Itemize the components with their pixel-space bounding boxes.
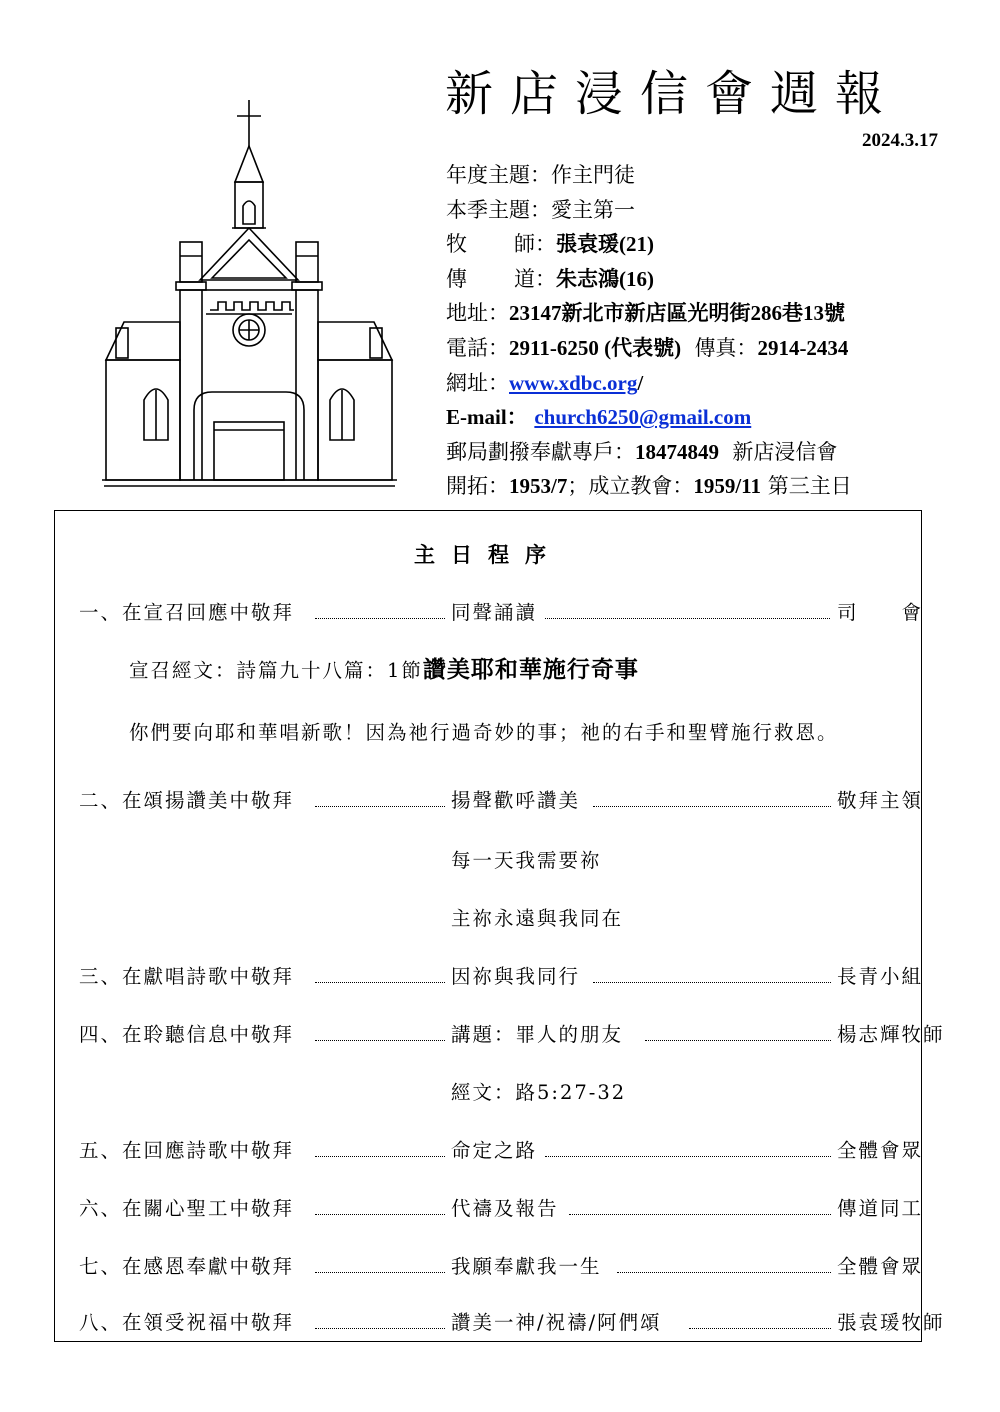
- program-content: 因祢與我同行: [451, 965, 581, 988]
- annual-theme-row: 年度主題：作主門徒: [446, 163, 635, 187]
- address-row: 地址：23147新北市新店區光明街286巷13號: [446, 301, 845, 326]
- program-leader: 敬拜主領: [837, 789, 924, 812]
- email-link[interactable]: church6250@gmail.com: [534, 405, 752, 430]
- program-box: [54, 510, 945, 1342]
- program-content: 同聲誦讀: [451, 601, 538, 624]
- website-link[interactable]: www.xdbc.org: [509, 370, 638, 395]
- program-leader: 張袁瑗牧師: [837, 1311, 945, 1334]
- sermon-text: 經文：路5:27-32: [451, 1081, 627, 1104]
- season-theme-row: 本季主題：愛主第一: [446, 197, 635, 222]
- program-part: 六、在關心聖工中敬拜: [79, 1197, 295, 1220]
- song-title: 每一天我需要祢: [451, 849, 602, 872]
- program-content: 讚美一神/祝禱/阿們頌: [451, 1311, 662, 1334]
- call-verse: 你們要向耶和華唱新歌！因為祂行過奇妙的事；祂的右手和聖臂施行救恩。: [129, 721, 839, 744]
- program-part: 八、在領受祝福中敬拜: [79, 1311, 295, 1334]
- program-part: 一、在宣召回應中敬拜: [79, 601, 295, 624]
- bulletin-date: 2024.3.17: [862, 130, 938, 151]
- program-content: 代禱及報告: [451, 1197, 559, 1220]
- program-content: 命定之路: [451, 1139, 538, 1162]
- song-title: 主祢永遠與我同在: [451, 907, 624, 930]
- postal-row: 郵局劃撥奉獻專戶：18474849 新店浸信會: [446, 439, 838, 464]
- program-content: 揚聲歡呼讚美: [451, 789, 581, 812]
- program-leader: 長青小組: [837, 965, 924, 988]
- program-part: 三、在獻唱詩歌中敬拜: [79, 965, 295, 988]
- program-part: 四、在聆聽信息中敬拜: [79, 1023, 295, 1046]
- phone-row: 電話：2911-6250 (代表號) 傳真：2914-2434: [446, 335, 849, 360]
- church-info: [446, 158, 852, 504]
- program-part: 七、在感恩奉獻中敬拜: [79, 1255, 295, 1278]
- program-part: 二、在頌揚讚美中敬拜: [79, 789, 295, 812]
- church-illustration: [102, 100, 397, 490]
- web-row: 網址：www.xdbc.org/: [446, 370, 644, 395]
- email-row: E-mail： church6250@gmail.com: [446, 405, 752, 430]
- bulletin-title: 新店浸信會週報: [445, 66, 901, 122]
- program-leader: 傳道同工: [837, 1197, 924, 1220]
- program-leader: 全體會眾: [837, 1255, 924, 1278]
- program-leader: 全體會眾: [837, 1139, 924, 1162]
- program-leader: 司 會: [837, 601, 924, 624]
- program-leader: 楊志輝牧師: [837, 1023, 945, 1046]
- preacher-row: 傳 道：朱志鴻(16): [446, 266, 654, 291]
- call-scripture: 宣召經文：詩篇九十八篇：1節讚美耶和華施行奇事: [129, 656, 639, 683]
- program-content: 講題：罪人的朋友: [451, 1023, 624, 1046]
- pastor-row: 牧 師：張袁瑗(21): [446, 232, 654, 257]
- program-part: 五、在回應詩歌中敬拜: [79, 1139, 295, 1162]
- program-content: 我願奉獻我一生: [451, 1255, 602, 1278]
- founded-row: 開拓：1953/7；成立教會：1959/11 第三主日: [446, 474, 852, 499]
- program-title: 主日程序: [414, 542, 562, 567]
